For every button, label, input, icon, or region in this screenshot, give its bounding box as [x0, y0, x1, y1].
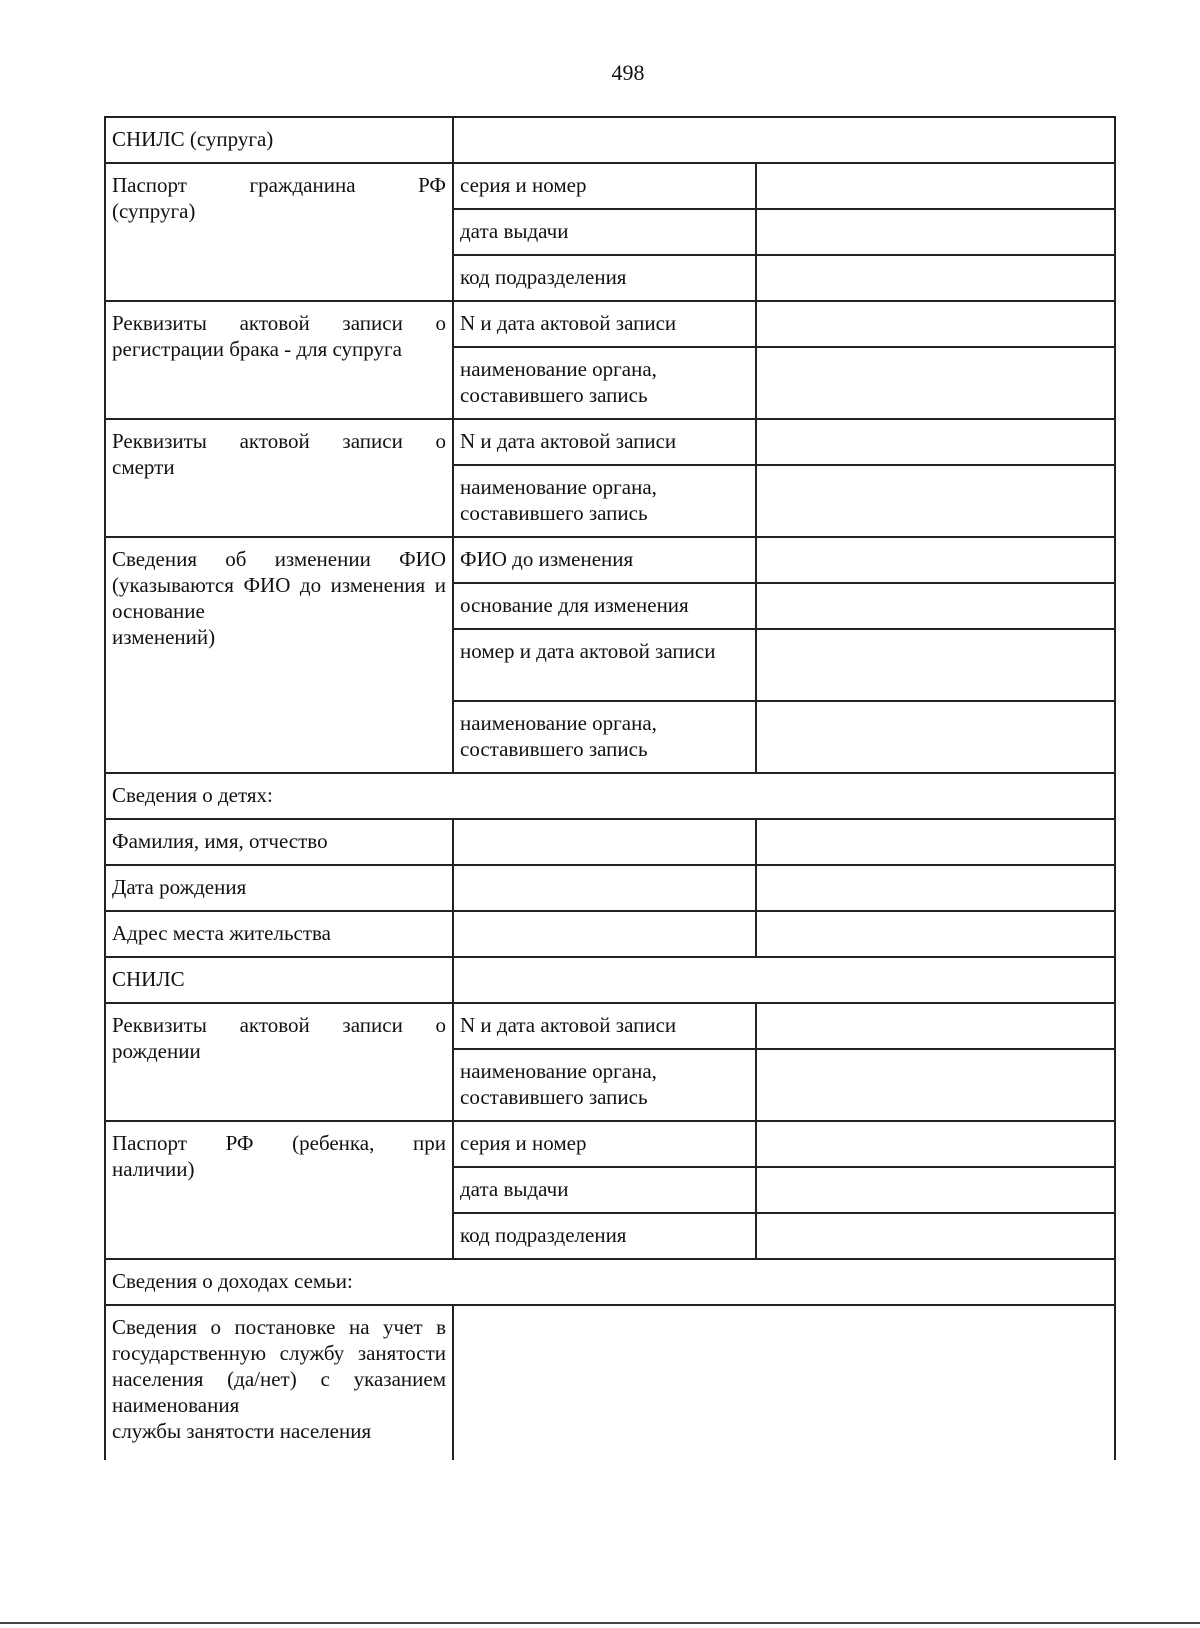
- label-marriage-record: Реквизиты актовой записи о регистрации брака - для супруга: [105, 301, 453, 419]
- value-child-division-code[interactable]: [756, 1213, 1115, 1259]
- label-passport-spouse: Паспорт гражданина РФ (супруга): [105, 163, 453, 301]
- label-act-number-date: номер и дата актовой записи: [453, 629, 756, 701]
- label-act-no-date: N и дата актовой записи: [453, 1003, 756, 1049]
- value-issue-date[interactable]: [756, 209, 1115, 255]
- value-change-basis[interactable]: [756, 583, 1115, 629]
- form-table: [104, 116, 1116, 1460]
- value-marriage-act[interactable]: [756, 301, 1115, 347]
- table-row: [105, 419, 1115, 465]
- table-row: [105, 911, 1115, 957]
- table-row: [105, 1121, 1115, 1167]
- value-birth-body[interactable]: [756, 1049, 1115, 1121]
- value-division-code[interactable]: [756, 255, 1115, 301]
- label-issuing-body: наименование органа, составившего запись: [453, 1049, 756, 1121]
- value-child-address-2[interactable]: [756, 911, 1115, 957]
- table-row: [105, 819, 1115, 865]
- table-row: [105, 865, 1115, 911]
- table-row: [105, 1259, 1115, 1305]
- value-series-number[interactable]: [756, 163, 1115, 209]
- label-issue-date: дата выдачи: [453, 209, 756, 255]
- value-child-address-1[interactable]: [453, 911, 756, 957]
- value-child-snils[interactable]: [453, 957, 1115, 1003]
- label-name-change: Сведения об изменении ФИО (указываются ФИО до изменения и основание изменений): [105, 537, 453, 773]
- label-issuing-body: наименование органа, составившего запись: [453, 347, 756, 419]
- page-number: 498: [611, 60, 645, 85]
- label-birth-record: Реквизиты актовой записи о рождении: [105, 1003, 453, 1121]
- label-division-code: код подразделения: [453, 1213, 756, 1259]
- value-marriage-body[interactable]: [756, 347, 1115, 419]
- label-fio-before: ФИО до изменения: [453, 537, 756, 583]
- label-snils-spouse: СНИЛС (супруга): [105, 117, 453, 163]
- value-death-act[interactable]: [756, 419, 1115, 465]
- table-row: [105, 773, 1115, 819]
- table-row: [105, 1305, 1115, 1460]
- value-child-issue-date[interactable]: [756, 1167, 1115, 1213]
- label-employment-registration: Сведения о постановке на учет в государственную службу занятости населения (да/нет) с указанием наименования службы занятости населения: [105, 1305, 453, 1460]
- label-change-basis: основание для изменения: [453, 583, 756, 629]
- label-child-snils: СНИЛС: [105, 957, 453, 1003]
- label-child-address: Адрес места жительства: [105, 911, 453, 957]
- label-division-code: код подразделения: [453, 255, 756, 301]
- table-row: [105, 301, 1115, 347]
- table-row: [105, 957, 1115, 1003]
- label-child-fio: Фамилия, имя, отчество: [105, 819, 453, 865]
- label-series-number: серия и номер: [453, 1121, 756, 1167]
- value-child-series-number[interactable]: [756, 1121, 1115, 1167]
- label-child-birthdate: Дата рождения: [105, 865, 453, 911]
- value-child-fio-1[interactable]: [453, 819, 756, 865]
- label-act-no-date: N и дата актовой записи: [453, 301, 756, 347]
- section-income-header: Сведения о доходах семьи:: [105, 1259, 1115, 1305]
- label-act-no-date: N и дата актовой записи: [453, 419, 756, 465]
- value-snils-spouse[interactable]: [453, 117, 1115, 163]
- table-row: [105, 117, 1115, 163]
- label-issuing-body: наименование органа, составившего запись: [453, 465, 756, 537]
- value-death-body[interactable]: [756, 465, 1115, 537]
- value-employment-registration[interactable]: [453, 1305, 1115, 1460]
- label-issue-date: дата выдачи: [453, 1167, 756, 1213]
- value-birth-act[interactable]: [756, 1003, 1115, 1049]
- table-row: [105, 1003, 1115, 1049]
- label-death-record: Реквизиты актовой записи о смерти: [105, 419, 453, 537]
- table-row: [105, 163, 1115, 209]
- label-issuing-body: наименование органа, составившего запись: [453, 701, 756, 773]
- value-fio-before[interactable]: [756, 537, 1115, 583]
- value-child-birthdate-1[interactable]: [453, 865, 756, 911]
- label-series-number: серия и номер: [453, 163, 756, 209]
- scan-edge-divider: [0, 1622, 1200, 1624]
- value-name-change-body[interactable]: [756, 701, 1115, 773]
- table-row: [105, 537, 1115, 583]
- value-act-number-date[interactable]: [756, 629, 1115, 701]
- value-child-fio-2[interactable]: [756, 819, 1115, 865]
- label-child-passport: Паспорт РФ (ребенка, при наличии): [105, 1121, 453, 1259]
- section-children-header: Сведения о детях:: [105, 773, 1115, 819]
- value-child-birthdate-2[interactable]: [756, 865, 1115, 911]
